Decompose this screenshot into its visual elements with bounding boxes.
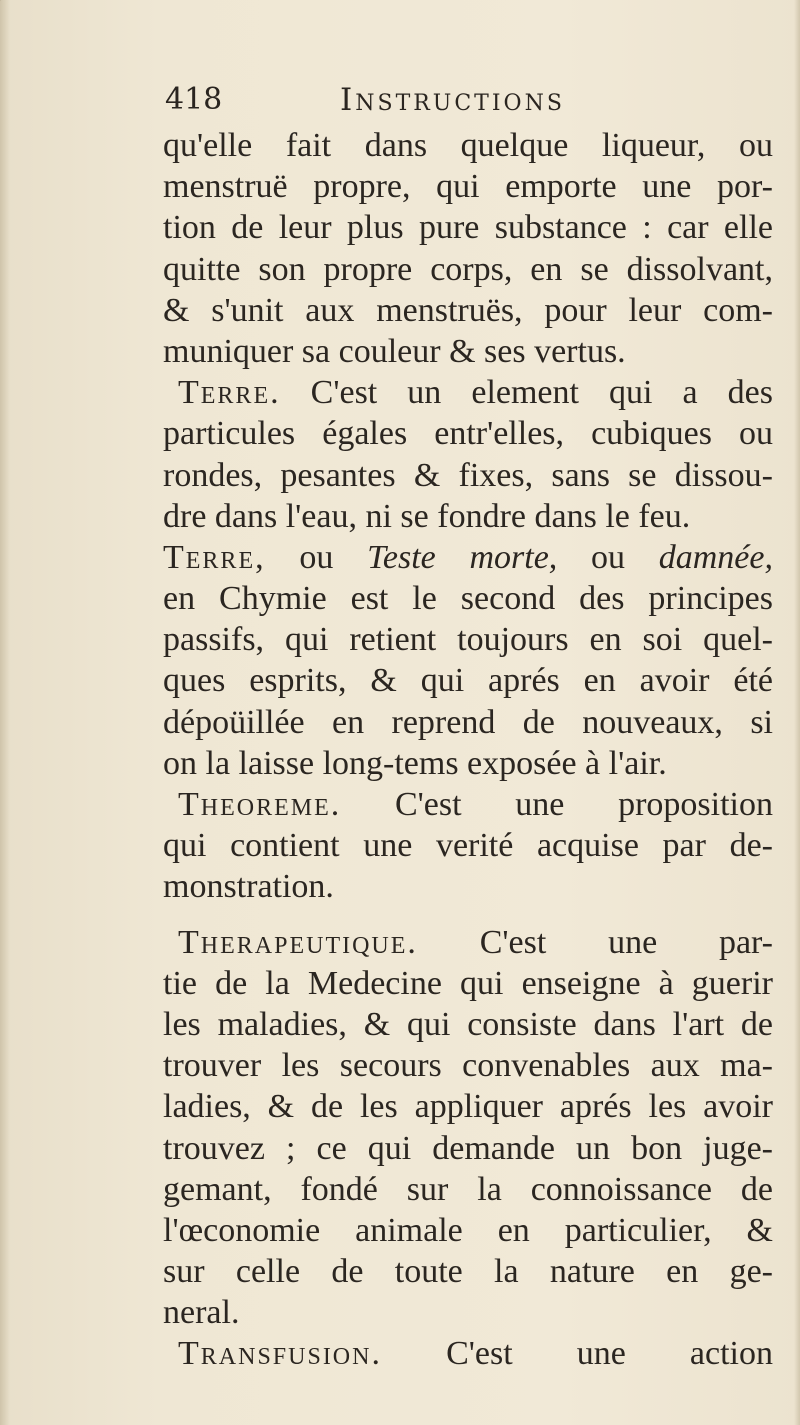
text-line: muniquer sa couleur & ses vertus. <box>163 332 626 370</box>
entry-term: Terre. <box>178 374 281 412</box>
running-head: Instructions <box>340 82 565 118</box>
entry-definition-start: C'est une proposition <box>395 786 774 823</box>
text-line: les maladies, & qui consiste dans l'art de <box>163 1005 773 1043</box>
entry-term: Therapeutique. <box>178 923 418 961</box>
entry-first-line <box>163 537 773 578</box>
text-line: en Chymie est le second des principes <box>163 580 773 618</box>
entry-transfusion <box>163 1333 773 1374</box>
text-line: particules égales entr'elles, cubiques ou <box>163 415 773 453</box>
entry-theoreme <box>163 784 773 908</box>
text-line: sur celle de toute la nature en ge- <box>163 1253 773 1291</box>
text-line: dépoüillée en reprend de nouveaux, si <box>163 703 773 741</box>
text-line: dre dans l'eau, ni se fondre dans le feu. <box>163 497 691 535</box>
entry-synonym: Teste morte, <box>367 538 558 576</box>
entry-terre-teste-morte <box>163 537 773 784</box>
entry-therapeutique <box>163 922 773 1334</box>
text-block <box>163 125 773 1375</box>
text-line: ladies, & de les appliquer aprés les avoir <box>163 1088 773 1126</box>
text-line: quitte son propre corps, en se dissolvant, <box>163 250 773 288</box>
text-line: tion de leur plus pure substance : car elle <box>163 209 773 247</box>
text-line: monstration. <box>163 868 334 906</box>
entry-term: Transfusion. <box>178 1335 382 1373</box>
entry-synonym: damnée, <box>658 538 773 576</box>
text-line: gemant, fondé sur la connoissance de <box>163 1170 773 1208</box>
text-line: ques esprits, & qui aprés en avoir été <box>163 662 773 700</box>
text-line: neral. <box>163 1294 240 1332</box>
entry-terre <box>163 372 773 537</box>
paragraph-gap <box>163 908 773 922</box>
text-line: tie de la Medecine qui enseigne à guerir <box>163 964 773 1002</box>
entry-first-line <box>163 372 773 413</box>
text-line: trouver les secours convenables aux ma- <box>163 1047 773 1085</box>
text-line: menstruë propre, qui emporte une por- <box>163 168 773 206</box>
text-line: on la laisse long-tems exposée à l'air. <box>163 744 667 782</box>
entry-definition-start: C'est une par- <box>479 923 774 961</box>
entry-term: Theoreme. <box>178 786 342 823</box>
entry-first-line <box>163 922 773 963</box>
page-number: 418 <box>165 82 223 117</box>
text-line: qu'elle fait dans quelque liqueur, ou <box>163 127 773 164</box>
text-line: trouvez ; ce qui demande un bon juge- <box>163 1129 773 1167</box>
paragraph-continuation <box>163 125 773 372</box>
entry-definition-start: C'est une action <box>446 1335 773 1373</box>
text-line: rondes, pesantes & fixes, sans se dissou- <box>163 456 773 494</box>
text-line: & s'unit aux menstruës, pour leur com- <box>163 291 773 329</box>
entry-first-line <box>163 1333 773 1374</box>
conjunction: ou <box>299 538 334 576</box>
text-line: l'œconomie animale en particulier, & <box>163 1211 773 1249</box>
entry-term: Terre, <box>163 538 266 576</box>
page-corner-fold <box>0 0 31 30</box>
entry-first-line <box>163 784 773 825</box>
entry-definition-start: C'est un element qui a des <box>310 374 774 412</box>
text-line: qui contient une verité acquise par de- <box>163 827 773 865</box>
conjunction: ou <box>591 538 626 576</box>
text-line: passifs, qui retient toujours en soi quel- <box>163 621 773 659</box>
